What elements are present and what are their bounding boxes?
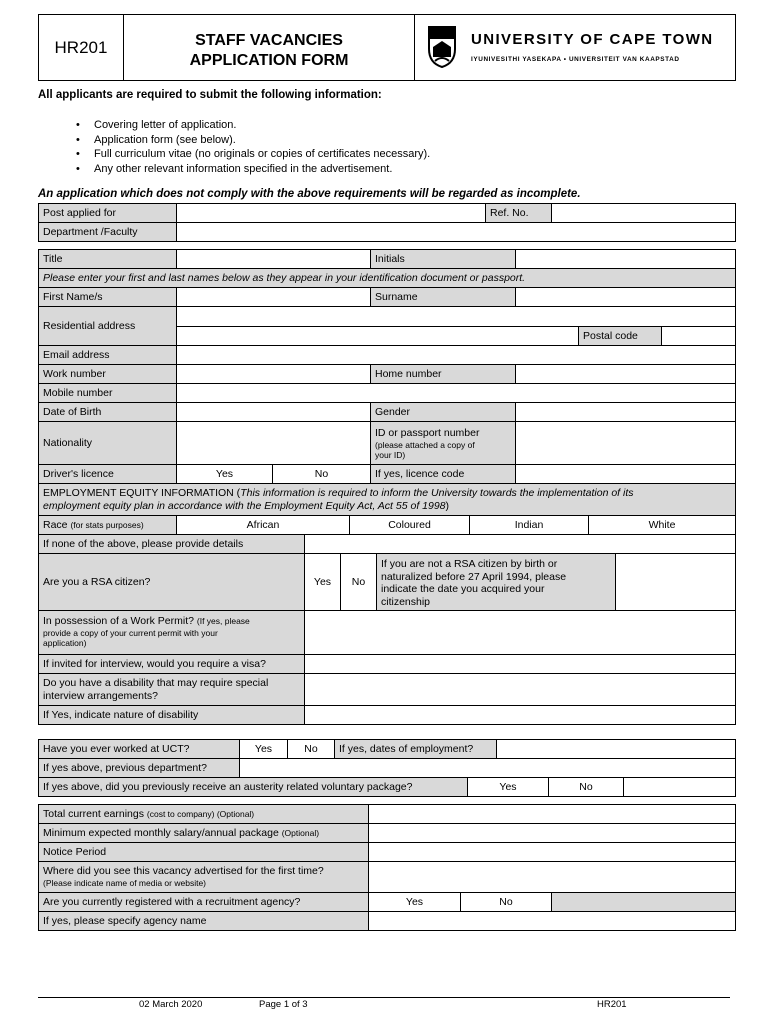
none-above-label: If none of the above, please provide details [38,534,305,554]
list-item: • Full curriculum vitae (no originals or copies of certificates necessary). [76,148,431,160]
equity-heading: EMPLOYMENT EQUITY INFORMATION (This information is required to inform the University towards the implementation of its employment equity plan in accordance with the Employment Equity Act, Act 55 of 1998) [38,483,736,516]
disability-nature-label: If Yes, indicate nature of disability [38,705,305,725]
form-code: HR201 [38,14,124,81]
rsa-yes-option[interactable]: Yes [304,553,341,611]
department-label: Department /Faculty [38,222,177,242]
employment-dates-field[interactable] [496,739,736,759]
ref-no-label: Ref. No. [485,203,552,223]
licence-no-option[interactable]: No [272,464,371,484]
title-label: Title [38,249,177,269]
work-permit-field[interactable] [304,610,736,655]
residential-field-line1[interactable] [176,306,736,327]
mobile-number-label: Mobile number [38,383,177,403]
drivers-licence-label: Driver's licence [38,464,177,484]
intro-heading: All applicants are required to submit the following information: [38,89,382,101]
expected-salary-field[interactable] [368,823,736,843]
work-number-field[interactable] [176,364,371,384]
home-number-field[interactable] [515,364,736,384]
visa-label: If invited for interview, would you require a visa? [38,654,305,674]
disability-label: Do you have a disability that may require special interview arrangements? [38,673,305,706]
university-subtitle: IYUNIVESITHI YASEKAPA • UNIVERSITEIT VAN KAAPSTAD [471,56,680,63]
footer-code: HR201 [597,999,627,1010]
incomplete-warning: An application which does not comply with the above requirements will be regarded as incomplete. [38,188,581,200]
postal-code-label: Postal code [578,326,662,346]
race-option-indian[interactable]: Indian [469,515,589,535]
austerity-extra-field[interactable] [623,777,736,797]
surname-label: Surname [370,287,516,307]
rsa-no-option[interactable]: No [340,553,377,611]
agency-no-option[interactable]: No [460,892,552,912]
list-item: • Covering letter of application. [76,119,237,131]
first-names-label: First Name/s [38,287,177,307]
austerity-yes-option[interactable]: Yes [467,777,549,797]
form-title-line1: STAFF VACANCIES [195,32,343,49]
rsa-citizen-label: Are you a RSA citizen? [38,553,305,611]
previous-dept-field[interactable] [239,758,736,778]
mobile-number-field[interactable] [176,383,736,403]
earnings-field[interactable] [368,804,736,824]
names-note: Please enter your first and last names below as they appear in your identification document or passport. [38,268,736,288]
post-applied-label: Post applied for [38,203,177,223]
advert-source-field[interactable] [368,861,736,893]
dob-field[interactable] [176,402,371,422]
race-label: Race (for stats purposes) [38,515,177,535]
austerity-label: If yes above, did you previously receive an austerity related voluntary package? [38,777,468,797]
agency-extra-cell [551,892,736,912]
requirements-list [76,118,430,176]
employment-dates-label: If yes, dates of employment? [334,739,497,759]
list-item: • Application form (see below). [76,133,236,146]
residential-label: Residential address [38,306,177,346]
advert-source-label: Where did you see this vacancy advertised for the first time? (Please indicate name of media or website) [38,861,369,893]
ref-no-field[interactable] [551,203,736,223]
expected-salary-label: Minimum expected monthly salary/annual package (Optional) [38,823,369,843]
notice-period-field[interactable] [368,842,736,862]
austerity-no-option[interactable]: No [548,777,624,797]
email-label: Email address [38,345,177,365]
race-option-white[interactable]: White [588,515,736,535]
university-logo-box [414,14,736,81]
licence-code-field[interactable] [515,464,736,484]
initials-label: Initials [370,249,516,269]
notice-period-label: Notice Period [38,842,369,862]
disability-nature-field[interactable] [304,705,736,725]
department-field[interactable] [176,222,736,242]
agency-yes-option[interactable]: Yes [368,892,461,912]
agency-name-field[interactable] [368,911,736,931]
email-field[interactable] [176,345,736,365]
rsa-citizenship-note: If you are not a RSA citizen by birth or naturalized before 27 April 1994, please indicate the date you acquired your citizenship [376,553,616,611]
worked-uct-label: Have you ever worked at UCT? [38,739,240,759]
footer-page: Page 1 of 3 [259,999,308,1010]
gender-field[interactable] [515,402,736,422]
earnings-label: Total current earnings (cost to company) (Optional) [38,804,369,824]
work-number-label: Work number [38,364,177,384]
agency-label: Are you currently registered with a recruitment agency? [38,892,369,912]
surname-field[interactable] [515,287,736,307]
postal-code-field[interactable] [661,326,736,346]
home-number-label: Home number [370,364,516,384]
footer-divider [38,997,730,998]
gender-label: Gender [370,402,516,422]
race-option-african[interactable]: African [176,515,350,535]
nationality-label: Nationality [38,421,177,465]
list-item: • Any other relevant information specified in the advertisement. [76,162,393,175]
citizenship-date-field[interactable] [615,553,736,611]
form-title [123,14,415,81]
post-applied-field[interactable] [176,203,486,223]
nationality-field[interactable] [176,421,371,465]
uct-crest-icon [427,25,457,69]
footer-date: 02 March 2020 [139,999,203,1010]
none-above-field[interactable] [304,534,736,554]
worked-uct-yes-option[interactable]: Yes [239,739,288,759]
visa-field[interactable] [304,654,736,674]
worked-uct-no-option[interactable]: No [287,739,335,759]
disability-field[interactable] [304,673,736,706]
licence-yes-option[interactable]: Yes [176,464,273,484]
form-title-line2: APPLICATION FORM [189,52,349,69]
initials-field[interactable] [515,249,736,269]
licence-code-label: If yes, licence code [370,464,516,484]
work-permit-label: In possession of a Work Permit? (If yes, please provide a copy of your current permit with your application) [38,610,305,655]
id-passport-label: ID or passport number (please attached a copy of your ID) [370,421,516,465]
agency-name-label: If yes, please specify agency name [38,911,369,931]
dob-label: Date of Birth [38,402,177,422]
first-names-field[interactable] [176,287,371,307]
title-field[interactable] [176,249,371,269]
previous-dept-label: If yes above, previous department? [38,758,240,778]
id-passport-field[interactable] [515,421,736,465]
university-name: UNIVERSITY OF CAPE TOWN [471,31,714,48]
residential-field-line2[interactable] [176,326,579,346]
race-option-coloured[interactable]: Coloured [349,515,470,535]
